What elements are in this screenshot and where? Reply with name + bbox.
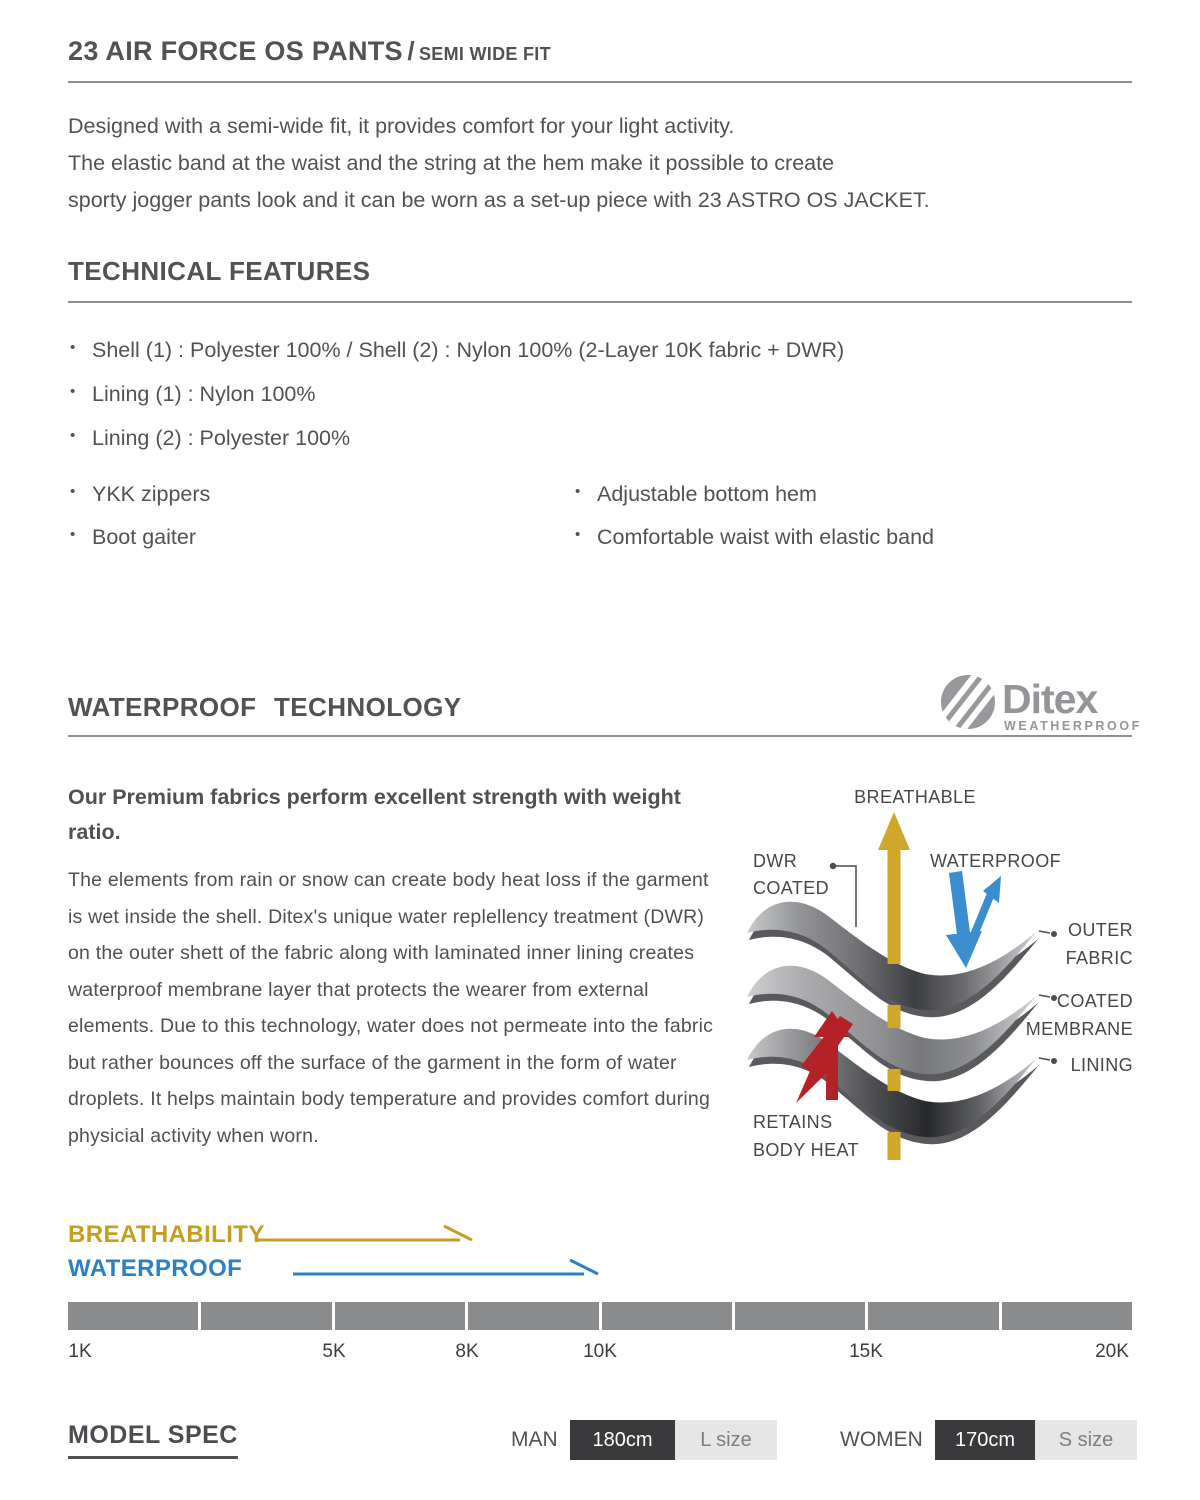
lining-label: LINING: [1070, 1055, 1133, 1075]
list-item: • Shell (1) : Polyester 100% / Shell (2) : Nylon 100% (2-Layer 10K fabric + DWR): [68, 338, 844, 363]
page-subtitle: SEMI WIDE FIT: [419, 44, 551, 64]
coated-membrane-label-line2: MEMBRANE: [1025, 1019, 1133, 1039]
waterproof-body-text: The elements from rain or snow can create body heat loss if the garment is wet inside the shell. Ditex's unique water replellency treatment (DWR) on the outer shett of the fabric along with laminated inner lining creates waterproof membrane layer that protects the wearer from external elements. Due to this technology, water does not permeate into the fabric but rather bounces off the surface of the garment in the form of water droplets. It helps maintain body temperature and provides comfort during physicial activity when worn.: [68, 869, 714, 1147]
features-list-right: [573, 482, 934, 568]
scale-tick-10k: 10K: [583, 1341, 617, 1362]
scale-tick-5k: 5K: [322, 1341, 346, 1362]
waterproof-arrow-line-icon: [293, 1260, 598, 1274]
breathability-rating-label: BREATHABILITY: [68, 1221, 265, 1248]
features-list-left: [68, 482, 210, 568]
women-height-badge: 170cm: [935, 1420, 1035, 1460]
list-item: • Adjustable bottom hem: [573, 482, 934, 507]
scale-tick-20k: 20K: [1095, 1341, 1129, 1362]
man-label: MAN: [511, 1428, 558, 1451]
list-item: • Lining (1) : Nylon 100%: [68, 382, 844, 407]
dwr-coated-label-line1: DWR: [753, 851, 798, 871]
scale-bar-segment: [868, 1302, 998, 1330]
women-label: WOMEN: [840, 1428, 923, 1451]
dwr-coated-label-line2: COATED: [753, 878, 830, 898]
technical-features-heading: TECHNICAL FEATURES: [68, 256, 371, 286]
scale-bar-segment: [468, 1302, 598, 1330]
materials-list: [68, 338, 844, 470]
model-spec-heading: MODEL SPEC: [68, 1421, 238, 1459]
list-item: • Boot gaiter: [68, 525, 210, 550]
waterproof-arrow-icon: [946, 871, 1001, 968]
scale-bar-segment: [735, 1302, 865, 1330]
scale-bar-segment: [602, 1302, 732, 1330]
page-title: 23 AIR FORCE OS PANTS: [68, 36, 403, 66]
outer-fabric-label-line2: FABRIC: [1065, 948, 1133, 968]
women-size-badge: S size: [1035, 1420, 1137, 1460]
ditex-brand-logo: [938, 666, 1143, 734]
scale-bar-segment: [68, 1302, 198, 1330]
list-item: • YKK zippers: [68, 482, 210, 507]
description-line: The elastic band at the waist and the string at the hem make it possible to create: [68, 151, 835, 175]
retains-body-heat-label-line1: RETAINS: [753, 1112, 833, 1132]
breathability-arrow-line-icon: [258, 1226, 472, 1240]
coated-membrane-label-line1: COATED: [1056, 991, 1133, 1011]
waterproof-intro: Our Premium fabrics perform excellent strength with weight ratio.: [68, 785, 681, 844]
man-size-badge: L size: [675, 1420, 777, 1460]
brand-name: Ditex: [1002, 676, 1098, 722]
scale-tick-8k: 8K: [455, 1341, 479, 1362]
man-height-badge: 180cm: [570, 1420, 675, 1460]
scale-bar-segment: [201, 1302, 331, 1330]
waterproof-label: WATERPROOF: [930, 851, 1061, 871]
technical-features-heading-block: [68, 256, 1132, 303]
retains-body-heat-label-line2: BODY HEAT: [753, 1140, 859, 1160]
description-line: sporty jogger pants look and it can be worn as a set-up piece with 23 ASTRO OS JACKET.: [68, 188, 930, 212]
rating-arrow-lines: [0, 1200, 1200, 1300]
waterproof-rating-label: WATERPROOF: [68, 1255, 243, 1282]
product-description: [68, 108, 930, 219]
waterproof-heading: WATERPROOF TECHNOLOGY: [68, 692, 462, 722]
outer-fabric-label-line1: OUTER: [1068, 920, 1133, 940]
scale-bar-segment: [335, 1302, 465, 1330]
brand-tagline: WEATHERPROOF: [1004, 719, 1142, 733]
title-separator: /: [407, 36, 415, 66]
performance-scale-bar: [68, 1302, 1132, 1330]
fabric-layers-diagram: [700, 770, 1200, 1200]
scale-tick-1k: 1K: [68, 1341, 92, 1362]
title-block: [68, 36, 1132, 83]
scale-tick-15k: 15K: [849, 1341, 883, 1362]
description-line: Designed with a semi-wide fit, it provides comfort for your light activity.: [68, 114, 735, 138]
breathable-label: BREATHABLE: [854, 787, 976, 807]
ditex-globe-icon: [938, 668, 1000, 734]
scale-bar-segment: [1002, 1302, 1132, 1330]
list-item: • Comfortable waist with elastic band: [573, 525, 934, 550]
list-item: • Lining (2) : Polyester 100%: [68, 426, 844, 451]
